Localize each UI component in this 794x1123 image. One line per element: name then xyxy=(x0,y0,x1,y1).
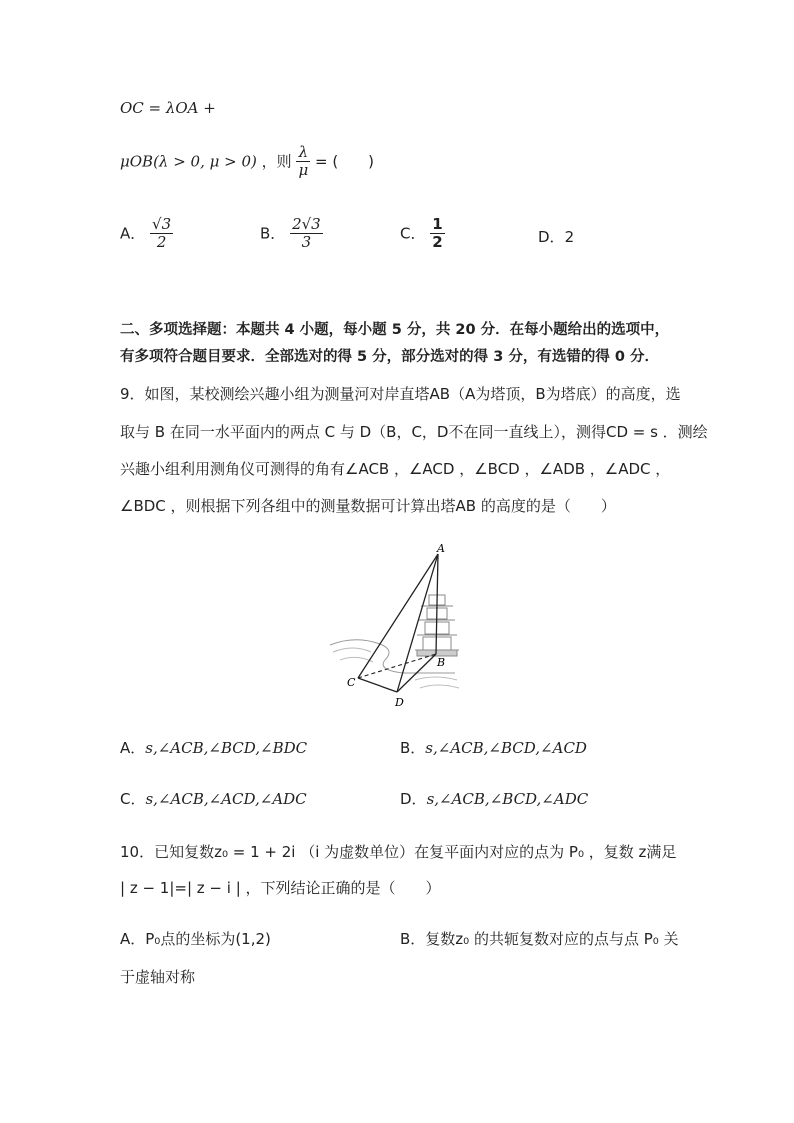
option-text: s,∠ACB,∠ACD,∠ADC xyxy=(145,790,307,808)
q8-option-c xyxy=(400,216,445,252)
option-text: 2 xyxy=(564,228,575,246)
q8-line2 xyxy=(120,144,374,180)
frac-num: √3 xyxy=(152,215,172,233)
river-wave xyxy=(420,685,459,688)
edge-AC xyxy=(358,554,438,678)
option-label: D． xyxy=(400,790,427,808)
option-fraction xyxy=(290,216,323,252)
label-B: B xyxy=(437,656,446,669)
q10-line1: 10．已知复数z₀ = 1 + 2i （i 为虚数单位）在复平面内对应的点为 P₀ ，复数 z满足 xyxy=(120,843,677,861)
river-wave xyxy=(333,648,371,652)
label-C: C xyxy=(347,676,356,689)
option-text: s,∠ACB,∠BCD,∠BDC xyxy=(145,739,308,757)
option-label: B． xyxy=(260,224,286,243)
edge-CD xyxy=(358,678,397,692)
q10-option-b-line1: B．复数z₀ 的共轭复数对应的点与点 P₀ 关 xyxy=(400,930,679,948)
q8-line2-expr: μOB(λ > 0, μ > 0) xyxy=(120,152,257,171)
frac-den: 3 xyxy=(301,233,312,252)
option-label: B． xyxy=(400,739,426,757)
q9-line2: 取与 B 在同一水平面内的两点 C 与 D（B，C，D不在同一直线上），测得CD = s ．测绘 xyxy=(120,423,708,441)
label-A: A xyxy=(437,542,445,555)
option-label: D． xyxy=(538,228,565,246)
section2-heading-line2: 有多项符合题目要求．全部选对的得 5 分，部分选对的得 3 分，有选错的得 0 分． xyxy=(120,349,660,365)
frac-num: 2√3 xyxy=(292,215,321,233)
section2-heading-line1: 二、多项选择题：本题共 4 小题，每小题 5 分，共 20 分．在每小题给出的选项中， xyxy=(120,322,670,338)
option-label: C． xyxy=(400,224,426,243)
q8-option-d xyxy=(538,226,574,247)
q9-option-d xyxy=(400,788,588,809)
option-fraction xyxy=(430,216,444,252)
q8-frac-num: λ xyxy=(296,144,310,162)
q9-line3: 兴趣小组利用测角仪可测得的角有∠ACB ，∠ACD ，∠BCD ，∠ADB ，∠ADC ， xyxy=(120,460,671,478)
q8-option-a xyxy=(120,216,173,252)
frac-den: 2 xyxy=(156,233,167,252)
q9-option-a xyxy=(120,737,307,758)
q9-line4: ∠BDC ，则根据下列各组中的测量数据可计算出塔AB 的高度的是（ ） xyxy=(120,497,616,515)
edge-AB xyxy=(436,554,438,654)
frac-den: 2 xyxy=(432,233,443,252)
q8-line2-text: ，则 xyxy=(261,152,292,171)
option-fraction xyxy=(150,216,173,252)
frac-num: 1 xyxy=(432,215,443,233)
q10-option-b-line2: 于虚轴对称 xyxy=(120,968,196,986)
q10-option-a: A．P₀点的坐标为(1,2) xyxy=(120,930,271,948)
q8-line1: OC = λOA + xyxy=(120,99,216,117)
tower-figure xyxy=(325,540,465,710)
q9-option-c xyxy=(120,788,307,809)
option-label: C． xyxy=(120,790,146,808)
option-text: s,∠ACB,∠BCD,∠ACD xyxy=(425,739,587,757)
q9-line1: 9．如图，某校测绘兴趣小组为测量河对岸直塔AB（A为塔顶，B为塔底）的高度，选 xyxy=(120,385,681,403)
option-label: A． xyxy=(120,739,146,757)
river-wave xyxy=(415,677,457,680)
label-D: D xyxy=(395,696,404,709)
option-text: s,∠ACB,∠BCD,∠ADC xyxy=(426,790,589,808)
q8-line2-tail: = ( ) xyxy=(314,152,375,171)
q8-option-b xyxy=(260,216,323,252)
option-label: A． xyxy=(120,224,146,243)
q9-option-b xyxy=(400,737,587,758)
q8-fraction xyxy=(296,144,310,180)
q10-line2: | z − 1|=| z − i | ，下列结论正确的是（ ） xyxy=(120,879,441,897)
q8-frac-den: μ xyxy=(298,161,309,180)
